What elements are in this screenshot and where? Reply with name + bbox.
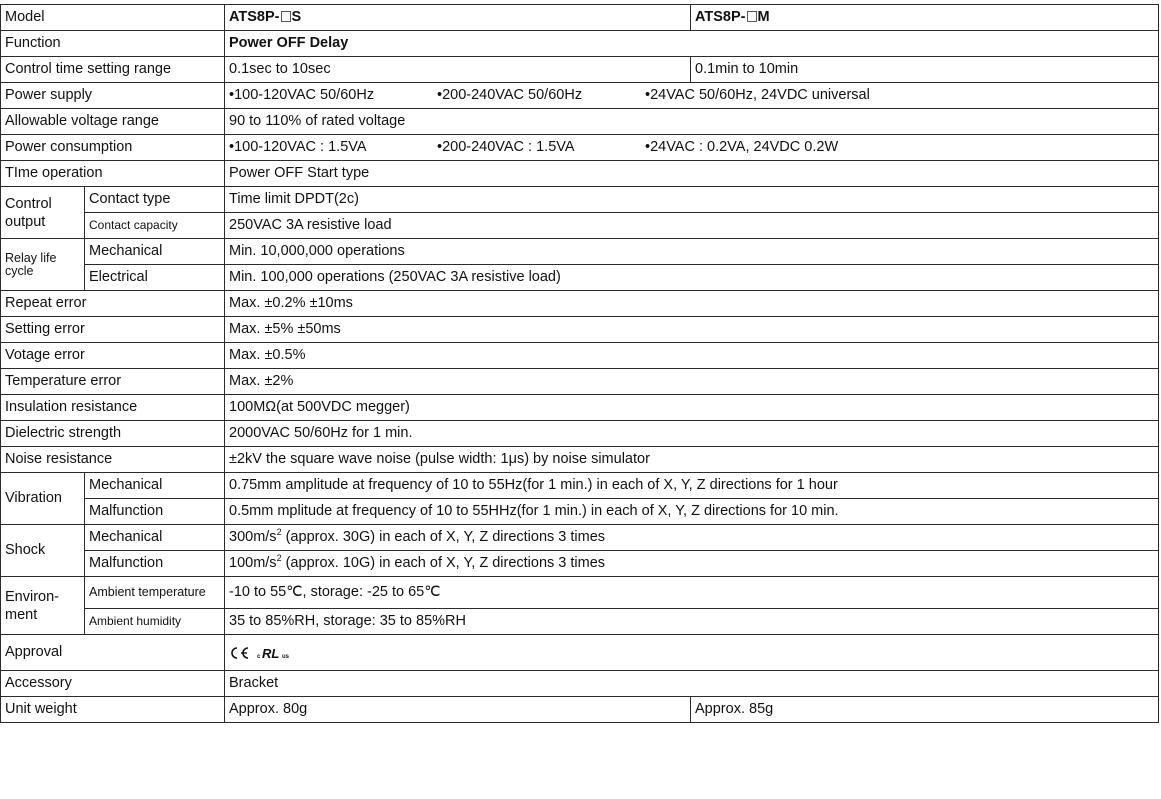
- row-label: Model: [1, 5, 225, 31]
- row-group-label: Control output: [1, 187, 85, 239]
- spec-row-model: [1, 5, 1159, 31]
- relay-mechanical-value: Min. 10,000,000 operations: [225, 239, 1159, 265]
- ambient-temp-value: -10 to 55℃, storage: -25 to 65℃: [225, 577, 1159, 609]
- approval-value: [225, 635, 1159, 671]
- spec-row-shock-mech: [1, 525, 1159, 551]
- sub-label: Mechanical: [85, 239, 225, 265]
- ce-mark-icon: [229, 646, 251, 660]
- spec-table: [0, 4, 1159, 723]
- row-group-label: Vibration: [1, 473, 85, 525]
- spec-row-relay-electrical: [1, 265, 1159, 291]
- spec-row-power-consumption: [1, 135, 1159, 161]
- spec-row-noise: [1, 447, 1159, 473]
- accessory-value: Bracket: [225, 671, 1159, 697]
- model-m-header: ATS8P- M: [691, 5, 1159, 31]
- svg-text:RL: RL: [262, 645, 280, 661]
- spec-row-vibration-malf: [1, 499, 1159, 525]
- row-label: Power supply: [1, 83, 225, 109]
- spec-row-approval: [1, 635, 1159, 671]
- voltage-error-value: Max. ±0.5%: [225, 343, 1159, 369]
- row-label: Temperature error: [1, 369, 225, 395]
- row-label: Setting error: [1, 317, 225, 343]
- row-label: Function: [1, 31, 225, 57]
- cul-us-mark-icon: [257, 645, 291, 661]
- row-group-label: Environ-ment: [1, 577, 85, 635]
- setting-error-value: Max. ±5% ±50ms: [225, 317, 1159, 343]
- svg-text:c: c: [257, 653, 261, 660]
- power-supply-value: •100-120VAC 50/60Hz •200-240VAC 50/60Hz •24VAC 50/60Hz, 24VDC universal: [225, 83, 1159, 109]
- spec-row-ambient-temp: [1, 577, 1159, 609]
- spec-row-control-time: [1, 57, 1159, 83]
- spec-row-vibration-mech: [1, 473, 1159, 499]
- sub-label: Electrical: [85, 265, 225, 291]
- control-time-s: 0.1sec to 10sec: [225, 57, 691, 83]
- spec-row-contact-type: [1, 187, 1159, 213]
- row-label: Repeat error: [1, 291, 225, 317]
- row-label: Votage error: [1, 343, 225, 369]
- repeat-error-value: Max. ±0.2% ±10ms: [225, 291, 1159, 317]
- spec-row-temperature-error: [1, 369, 1159, 395]
- row-group-label: Shock: [1, 525, 85, 577]
- contact-capacity-value: 250VAC 3A resistive load: [225, 213, 1159, 239]
- time-operation-value: Power OFF Start type: [225, 161, 1159, 187]
- row-label: Dielectric strength: [1, 421, 225, 447]
- row-label: Unit weight: [1, 697, 225, 723]
- dielectric-value: 2000VAC 50/60Hz for 1 min.: [225, 421, 1159, 447]
- sub-label: Mechanical: [85, 525, 225, 551]
- sub-label: Contact capacity: [85, 213, 225, 239]
- spec-row-function: [1, 31, 1159, 57]
- sub-label: Mechanical: [85, 473, 225, 499]
- row-group-label: Relay life cycle: [1, 239, 85, 291]
- sub-label: Malfunction: [85, 499, 225, 525]
- row-label: Allowable voltage range: [1, 109, 225, 135]
- allowable-voltage-value: 90 to 110% of rated voltage: [225, 109, 1159, 135]
- spec-row-shock-malf: [1, 551, 1159, 577]
- unit-weight-m: Approx. 85g: [691, 697, 1159, 723]
- spec-row-dielectric: [1, 421, 1159, 447]
- svg-text:us: us: [282, 653, 290, 660]
- sub-label: Contact type: [85, 187, 225, 213]
- relay-electrical-value: Min. 100,000 operations (250VAC 3A resistive load): [225, 265, 1159, 291]
- unit-weight-s: Approx. 80g: [225, 697, 691, 723]
- row-label: TIme operation: [1, 161, 225, 187]
- spec-row-allowable-voltage: [1, 109, 1159, 135]
- temperature-error-value: Max. ±2%: [225, 369, 1159, 395]
- row-label: Control time setting range: [1, 57, 225, 83]
- control-time-m: 0.1min to 10min: [691, 57, 1159, 83]
- spec-row-repeat-error: [1, 291, 1159, 317]
- spec-row-relay-mechanical: [1, 239, 1159, 265]
- ambient-humidity-value: 35 to 85%RH, storage: 35 to 85%RH: [225, 609, 1159, 635]
- sub-label: Malfunction: [85, 551, 225, 577]
- shock-mech-value: $300m/s^2$ (approx. 30G) in each of X, Y, Z directions 3 times: [225, 525, 1159, 551]
- placeholder-square-icon: [281, 11, 291, 22]
- noise-value: ±2kV the square wave noise (pulse width: 1μs) by noise simulator: [225, 447, 1159, 473]
- spec-row-power-supply: [1, 83, 1159, 109]
- contact-type-value: Time limit DPDT(2c): [225, 187, 1159, 213]
- function-value: Power OFF Delay: [225, 31, 1159, 57]
- spec-row-insulation: [1, 395, 1159, 421]
- vibration-malf-value: 0.5mm mplitude at frequency of 10 to 55HHz(for 1 min.) in each of X, Y, Z directions for 10 min.: [225, 499, 1159, 525]
- row-label: Insulation resistance: [1, 395, 225, 421]
- sub-label: Ambient humidity: [85, 609, 225, 635]
- spec-row-contact-capacity: [1, 213, 1159, 239]
- spec-row-setting-error: [1, 317, 1159, 343]
- model-s-header: ATS8P- S: [225, 5, 691, 31]
- insulation-value: 100MΩ(at 500VDC megger): [225, 395, 1159, 421]
- placeholder-square-icon: [747, 11, 757, 22]
- sub-label: Ambient temperature: [85, 577, 225, 609]
- spec-row-accessory: [1, 671, 1159, 697]
- vibration-mech-value: 0.75mm amplitude at frequency of 10 to 55Hz(for 1 min.) in each of X, Y, Z directions for 1 hour: [225, 473, 1159, 499]
- row-label: Power consumption: [1, 135, 225, 161]
- row-label: Approval: [1, 635, 225, 671]
- spec-row-voltage-error: [1, 343, 1159, 369]
- row-label: Accessory: [1, 671, 225, 697]
- row-label: Noise resistance: [1, 447, 225, 473]
- shock-malf-value: $100m/s^2$ (approx. 10G) in each of X, Y, Z directions 3 times: [225, 551, 1159, 577]
- power-consumption-value: •100-120VAC : 1.5VA •200-240VAC : 1.5VA •24VAC : 0.2VA, 24VDC 0.2W: [225, 135, 1159, 161]
- spec-row-unit-weight: [1, 697, 1159, 723]
- spec-row-time-operation: [1, 161, 1159, 187]
- spec-row-ambient-humidity: [1, 609, 1159, 635]
